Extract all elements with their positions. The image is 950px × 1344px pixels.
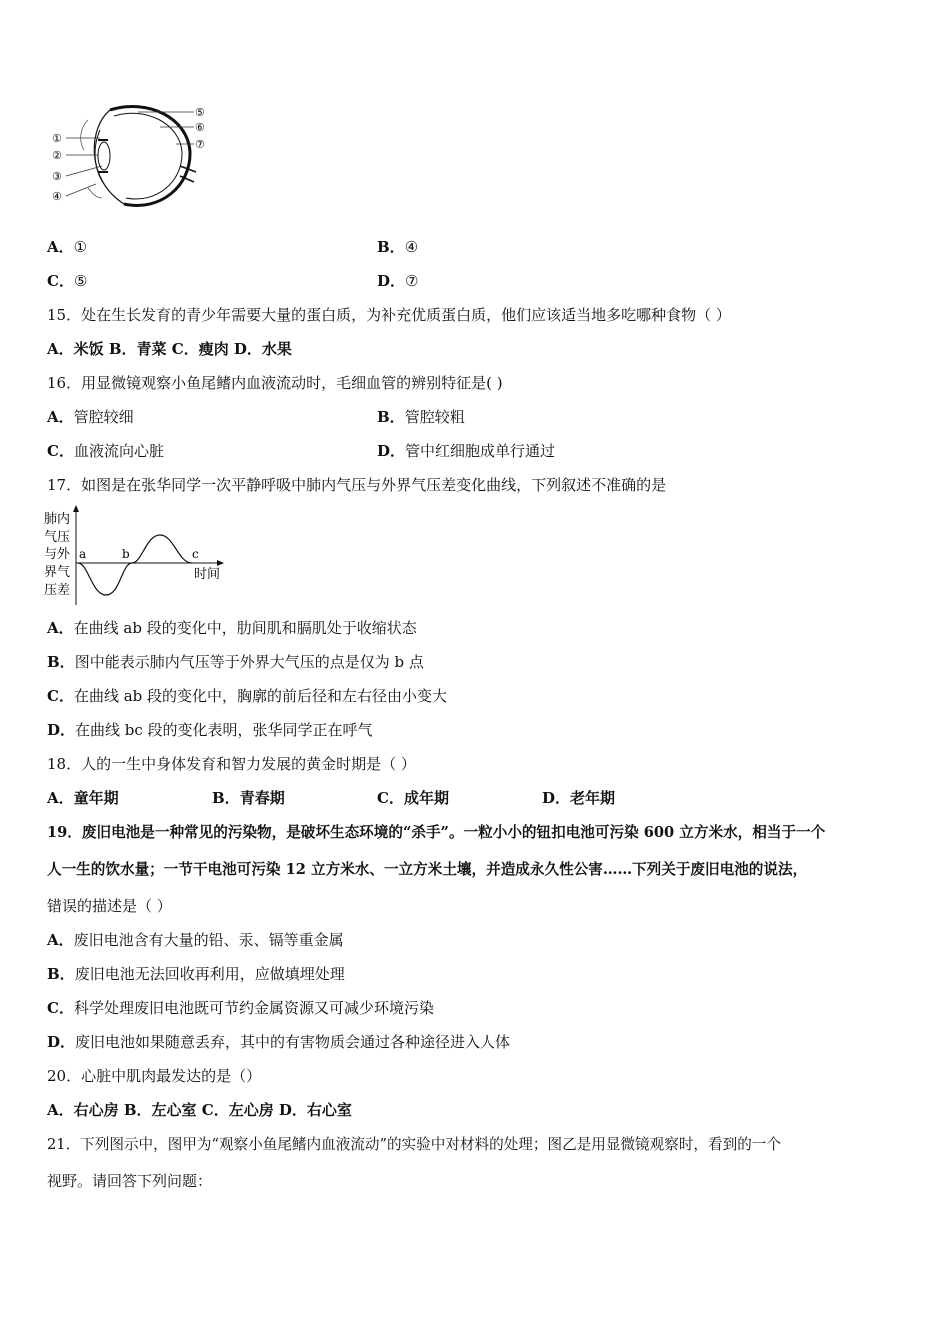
eye-label-4: ④ bbox=[52, 190, 62, 203]
q15-options: A．米饭 B．青菜 C．瘦肉 D．水果 bbox=[47, 340, 292, 358]
q14-option-a: A．① bbox=[47, 238, 88, 256]
q20-stem: 20．心脏中肌肉最发达的是（） bbox=[47, 1067, 262, 1085]
eye-diagram bbox=[48, 100, 218, 215]
q21-stem-line-2: 视野。请回答下列问题： bbox=[47, 1172, 213, 1190]
q14-option-d: D．⑦ bbox=[377, 272, 419, 290]
q19-stem-line-3: 错误的描述是（ ） bbox=[47, 897, 172, 915]
eye-label-7: ⑦ bbox=[195, 138, 205, 151]
graph-point-b: b bbox=[122, 547, 130, 561]
q21-stem-line-1: 21．下列图示中，图甲为“观察小鱼尾鳍内血液流动”的实验中对材料的处理；图乙是用显微镜观察时，看到的一个 bbox=[47, 1136, 781, 1153]
q16-option-c: C．血液流向心脏 bbox=[47, 442, 164, 460]
graph-xlabel: 时间 bbox=[194, 567, 221, 582]
q20-options: A．右心房 B．左心室 C．左心房 D．右心室 bbox=[47, 1101, 352, 1119]
eye-label-2: ② bbox=[52, 149, 62, 162]
eye-label-3: ③ bbox=[52, 170, 62, 183]
eye-label-1: ① bbox=[52, 132, 62, 145]
pressure-graph-svg bbox=[42, 505, 232, 607]
graph-ylabel-3: 与外 bbox=[44, 547, 71, 562]
q17-option-d: D．在曲线 bc 段的变化表明，张华同学正在呼气 bbox=[47, 721, 373, 739]
eye-label-6: ⑥ bbox=[195, 121, 205, 134]
q16-option-b: B．管腔较粗 bbox=[377, 408, 465, 426]
q18-option-b: B．青春期 bbox=[212, 789, 285, 807]
graph-ylabel-1: 肺内 bbox=[44, 512, 71, 527]
q19-option-d: D．废旧电池如果随意丢弃，其中的有害物质会通过各种途径进入人体 bbox=[47, 1033, 511, 1051]
pressure-graph bbox=[42, 505, 232, 607]
q19-option-c: C．科学处理废旧电池既可节约金属资源又可减少环境污染 bbox=[47, 999, 434, 1017]
q18-option-d: D．老年期 bbox=[542, 789, 616, 807]
q17-option-c: C．在曲线 ab 段的变化中，胸廓的前后径和左右径由小变大 bbox=[47, 687, 448, 705]
graph-ylabel-5: 压差 bbox=[44, 583, 71, 598]
q19-stem-line-2: 人一生的饮水量；一节干电池可污染 12 立方米水、一立方米土壤，并造成永久性公害……下列关于废旧电池的说法， bbox=[47, 861, 808, 878]
q19-option-a: A．废旧电池含有大量的铅、汞、镉等重金属 bbox=[47, 931, 344, 949]
graph-point-c: c bbox=[192, 547, 199, 561]
pressure-curve bbox=[78, 535, 192, 595]
q19-option-b: B．废旧电池无法回收再利用，应做填埋处理 bbox=[47, 965, 345, 983]
eye-diagram-svg bbox=[48, 100, 218, 215]
graph-ylabel-2: 气压 bbox=[44, 530, 71, 545]
graph-point-a: a bbox=[79, 547, 87, 561]
eye-label-5: ⑤ bbox=[195, 106, 205, 119]
q14-option-c: C．⑤ bbox=[47, 272, 88, 290]
q18-option-c: C．成年期 bbox=[377, 789, 449, 807]
q17-option-a: A．在曲线 ab 段的变化中，肋间肌和膈肌处于收缩状态 bbox=[47, 619, 417, 637]
q16-option-a: A．管腔较细 bbox=[47, 408, 134, 426]
graph-ylabel-4: 界气 bbox=[44, 565, 71, 580]
q15-stem: 15．处在生长发育的青少年需要大量的蛋白质，为补充优质蛋白质，他们应该适当地多吃哪种食物（ ） bbox=[47, 306, 731, 324]
q19-stem-line-1: 19．废旧电池是一种常见的污染物，是破坏生态环境的“杀手”。一粒小小的钮扣电池可污染 600 立方米水，相当于一个 bbox=[47, 824, 826, 841]
q16-stem: 16．用显微镜观察小鱼尾鳍内血液流动时，毛细血管的辨别特征是( ) bbox=[47, 374, 503, 392]
q18-option-a: A．童年期 bbox=[47, 789, 119, 807]
q18-stem: 18．人的一生中身体发育和智力发展的黄金时期是（ ） bbox=[47, 755, 416, 773]
q16-option-d: D．管中红细胞成单行通过 bbox=[377, 442, 556, 460]
q17-option-b: B．图中能表示肺内气压等于外界大气压的点是仅为 b 点 bbox=[47, 653, 424, 671]
q17-stem: 17．如图是在张华同学一次平静呼吸中肺内气压与外界气压差变化曲线，下列叙述不准确的是 bbox=[47, 476, 667, 494]
q14-option-b: B．④ bbox=[377, 238, 419, 256]
